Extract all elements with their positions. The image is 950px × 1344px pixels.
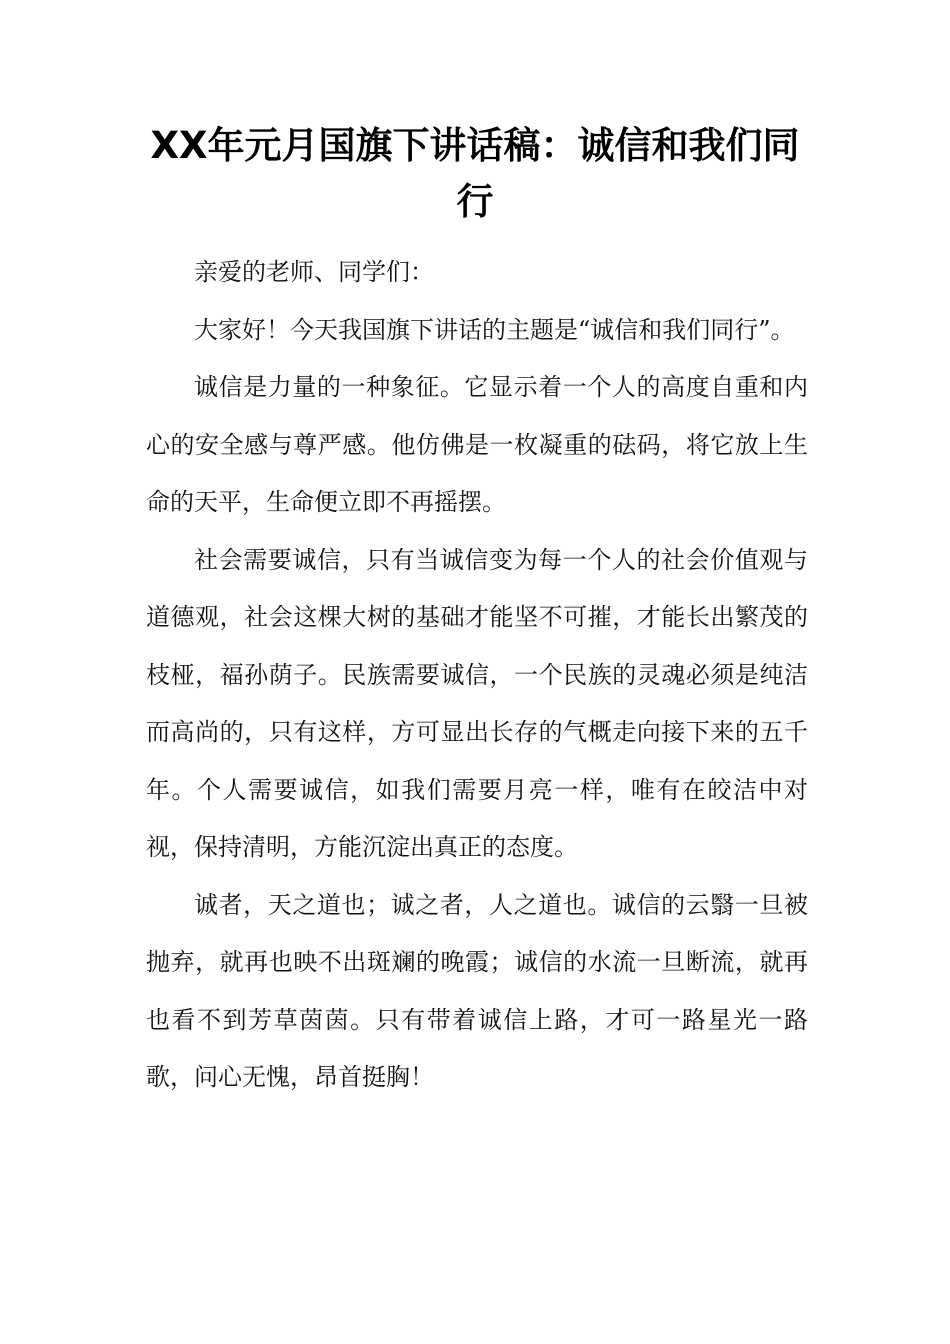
paragraph-conclusion: 诚者，天之道也；诚之者，人之道也。诚信的云翳一旦被抛弃，就再也映不出斑斓的晚霞；诚信的水流一旦断流，就再也看不到芳草茵茵。只有带着诚信上路，才可一路星光一路歌，问心无愧，昂首挺胸！ — [146, 890, 808, 1091]
paragraph-integrity-symbol: 诚信是力量的一种象征。它显示着一个人的高度自重和内心的安全感与尊严感。他仿佛是一枚凝重的砝码，将它放上生命的天平，生命便立即不再摇摆。 — [146, 373, 808, 516]
document-body — [146, 244, 808, 1107]
paragraph-greeting: 亲爱的老师、同学们： — [194, 258, 434, 286]
paragraph-topic: 大家好！今天我国旗下讲话的主题是“诚信和我们同行”。 — [194, 315, 795, 344]
document-title: XX年元月国旗下讲话稿：诚信和我们同行 — [150, 124, 800, 223]
paragraph-society-nation: 社会需要诚信，只有当诚信变为每一个人的社会价值观与道德观，社会这棵大树的基础才能坚不可摧，才能长出繁茂的枝桠，福孙荫子。民族需要诚信，一个民族的灵魂必须是纯洁而高尚的，只有这样，方可显出长存的气概走向接下来的五千年。个人需要诚信，如我们需要月亮一样，唯有在皎洁中对视，保持清明，方能沉淀出真正的态度。 — [146, 545, 808, 861]
